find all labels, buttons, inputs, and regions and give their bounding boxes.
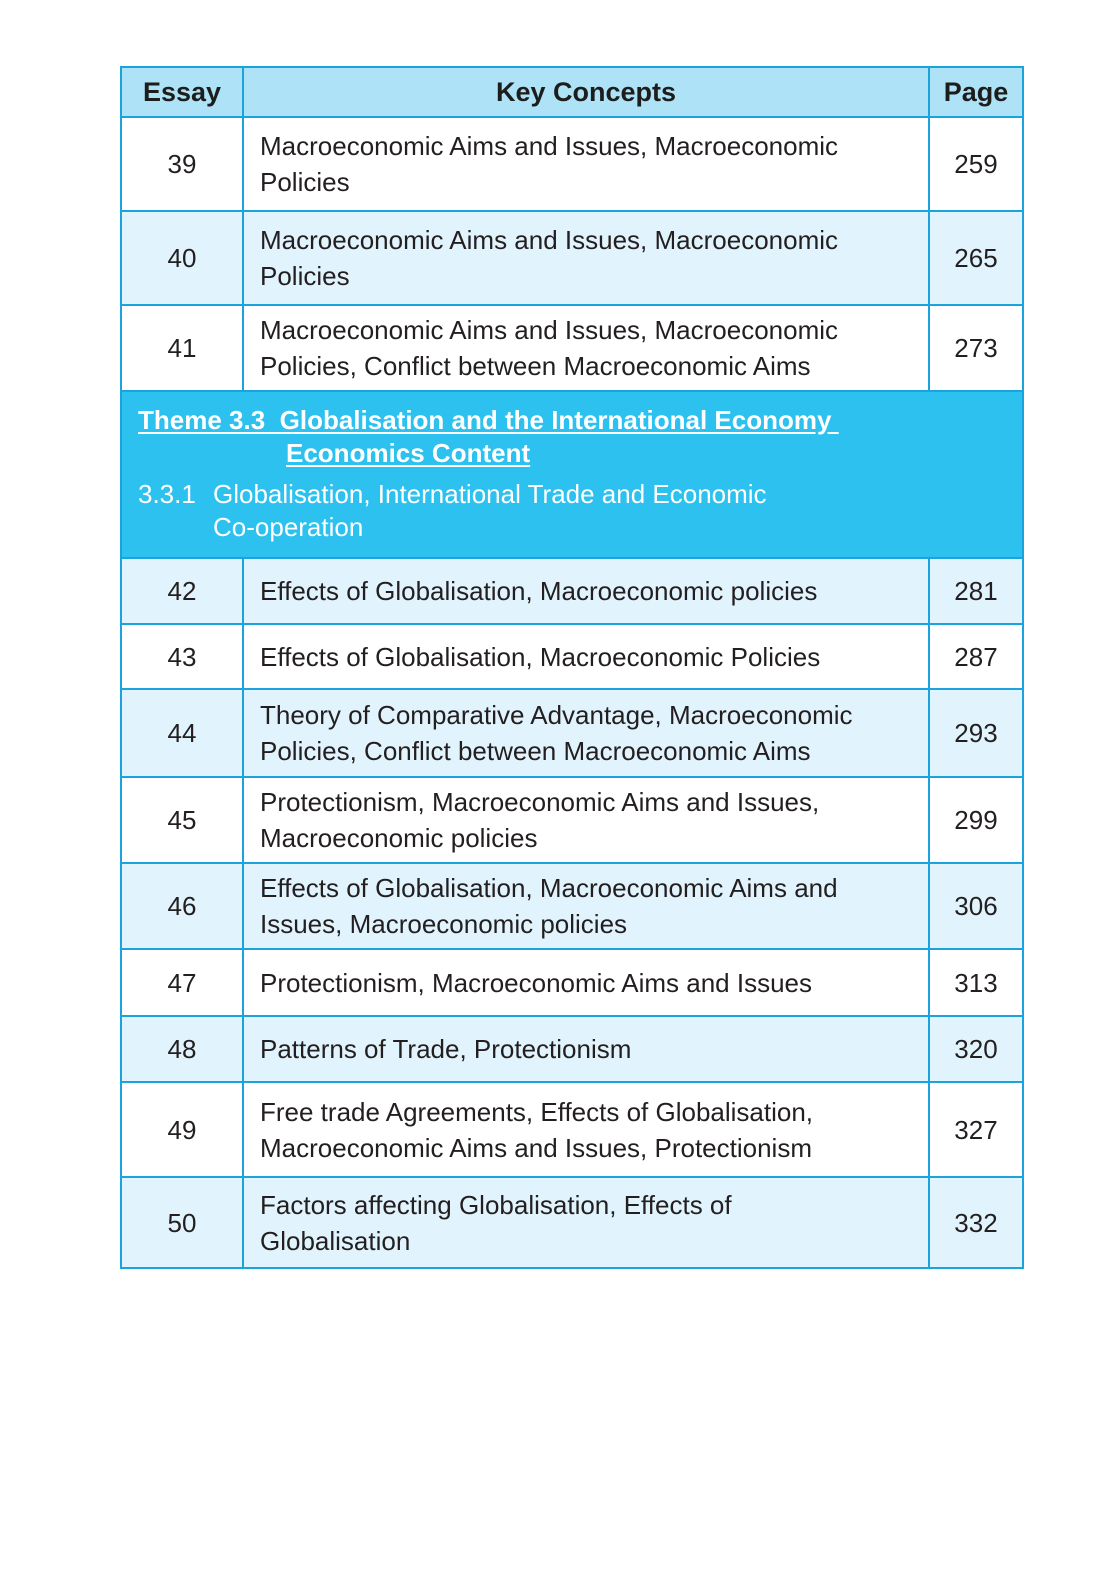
key-concepts-line: Effects of Globalisation, Macroeconomic policies [260,576,818,606]
key-concepts-line: Protectionism, Macroeconomic Aims and Issues [260,967,812,998]
key-concepts [243,305,929,391]
page-number: 332 [929,1177,1023,1268]
page-number: 281 [929,558,1023,624]
header-key-concepts: Key Concepts [243,67,929,117]
table-header-row [121,67,1023,117]
table-row [121,949,1023,1016]
page-number: 287 [929,624,1023,689]
key-concepts-line: Globalisation [260,1225,411,1256]
table-row [121,624,1023,689]
key-concepts [243,949,929,1016]
table-row [121,777,1023,863]
page-number: 293 [929,689,1023,777]
essay-number: 47 [121,949,243,1016]
key-concepts-line: Protectionism, Macroeconomic Aims and Issues, [260,787,820,817]
key-concepts [243,1016,929,1082]
key-concepts [243,558,929,624]
key-concepts-line: Free trade Agreements, Effects of Globalisation, [260,1096,814,1127]
key-concepts-line: Policies [260,261,350,291]
essay-number: 50 [121,1177,243,1268]
table-row [121,117,1023,211]
key-concepts-line: Factors affecting Globalisation, Effects of [260,1189,732,1220]
header-essay: Essay [121,67,243,117]
key-concepts-line: Effects of Globalisation, Macroeconomic Aims and [260,873,838,903]
subsection-number: 3.3.1 [138,478,196,509]
key-concepts-line: Patterns of Trade, Protectionism [260,1034,632,1064]
theme-section-row [121,391,1023,558]
essay-number: 43 [121,624,243,689]
key-concepts-line: Policies [260,167,350,197]
key-concepts-line: Macroeconomic Aims and Issues, Macroeconomic [260,131,839,161]
key-concepts [243,624,929,689]
key-concepts-line: Macroeconomic Aims and Issues, Macroeconomic [260,315,839,345]
key-concepts [243,777,929,863]
key-concepts-line: Macroeconomic Aims and Issues, Macroeconomic [260,225,839,255]
theme-title-line-2: Economics Content [286,437,531,468]
key-concepts [243,117,929,211]
page-number: 306 [929,863,1023,949]
subsection-title-line-1: Globalisation, International Trade and Economic [213,478,767,509]
subsection-title [213,478,767,544]
essay-number: 39 [121,117,243,211]
table-row [121,863,1023,949]
page-number: 273 [929,305,1023,391]
essay-number: 44 [121,689,243,777]
theme-subsection [138,478,1006,544]
key-concepts-line: Issues, Macroeconomic policies [260,909,628,939]
page-number: 327 [929,1082,1023,1177]
page-number: 265 [929,211,1023,305]
key-concepts [243,211,929,305]
essay-number: 45 [121,777,243,863]
table-row [121,305,1023,391]
page-number: 313 [929,949,1023,1016]
key-concepts-line: Policies, Conflict between Macroeconomic Aims [260,736,811,766]
page-number: 259 [929,117,1023,211]
header-page: Page [929,67,1023,117]
theme-section [121,391,1023,558]
key-concepts-line: Macroeconomic policies [260,823,538,853]
essay-number: 49 [121,1082,243,1177]
theme-title-line-1: Theme 3.3 Globalisation and the International Economy [138,404,839,435]
table-row [121,211,1023,305]
table-row [121,1177,1023,1268]
key-concepts [243,1082,929,1177]
key-concepts-line: Effects of Globalisation, Macroeconomic Policies [260,641,821,672]
table-row [121,689,1023,777]
key-concepts-line: Policies, Conflict between Macroeconomic Aims [260,351,811,381]
subsection-title-line-2: Co-operation [213,511,364,542]
essay-number: 42 [121,558,243,624]
key-concepts [243,863,929,949]
key-concepts [243,1177,929,1268]
page-number: 320 [929,1016,1023,1082]
key-concepts-line: Macroeconomic Aims and Issues, Protectionism [260,1132,812,1163]
table-row [121,1082,1023,1177]
table-row [121,558,1023,624]
essay-number: 40 [121,211,243,305]
key-concepts [243,689,929,777]
essay-index-table [120,66,1024,1269]
essay-number: 46 [121,863,243,949]
essay-number: 41 [121,305,243,391]
essay-number: 48 [121,1016,243,1082]
theme-title [138,404,1006,470]
page-number: 299 [929,777,1023,863]
key-concepts-line: Theory of Comparative Advantage, Macroeconomic [260,700,853,730]
table-row [121,1016,1023,1082]
